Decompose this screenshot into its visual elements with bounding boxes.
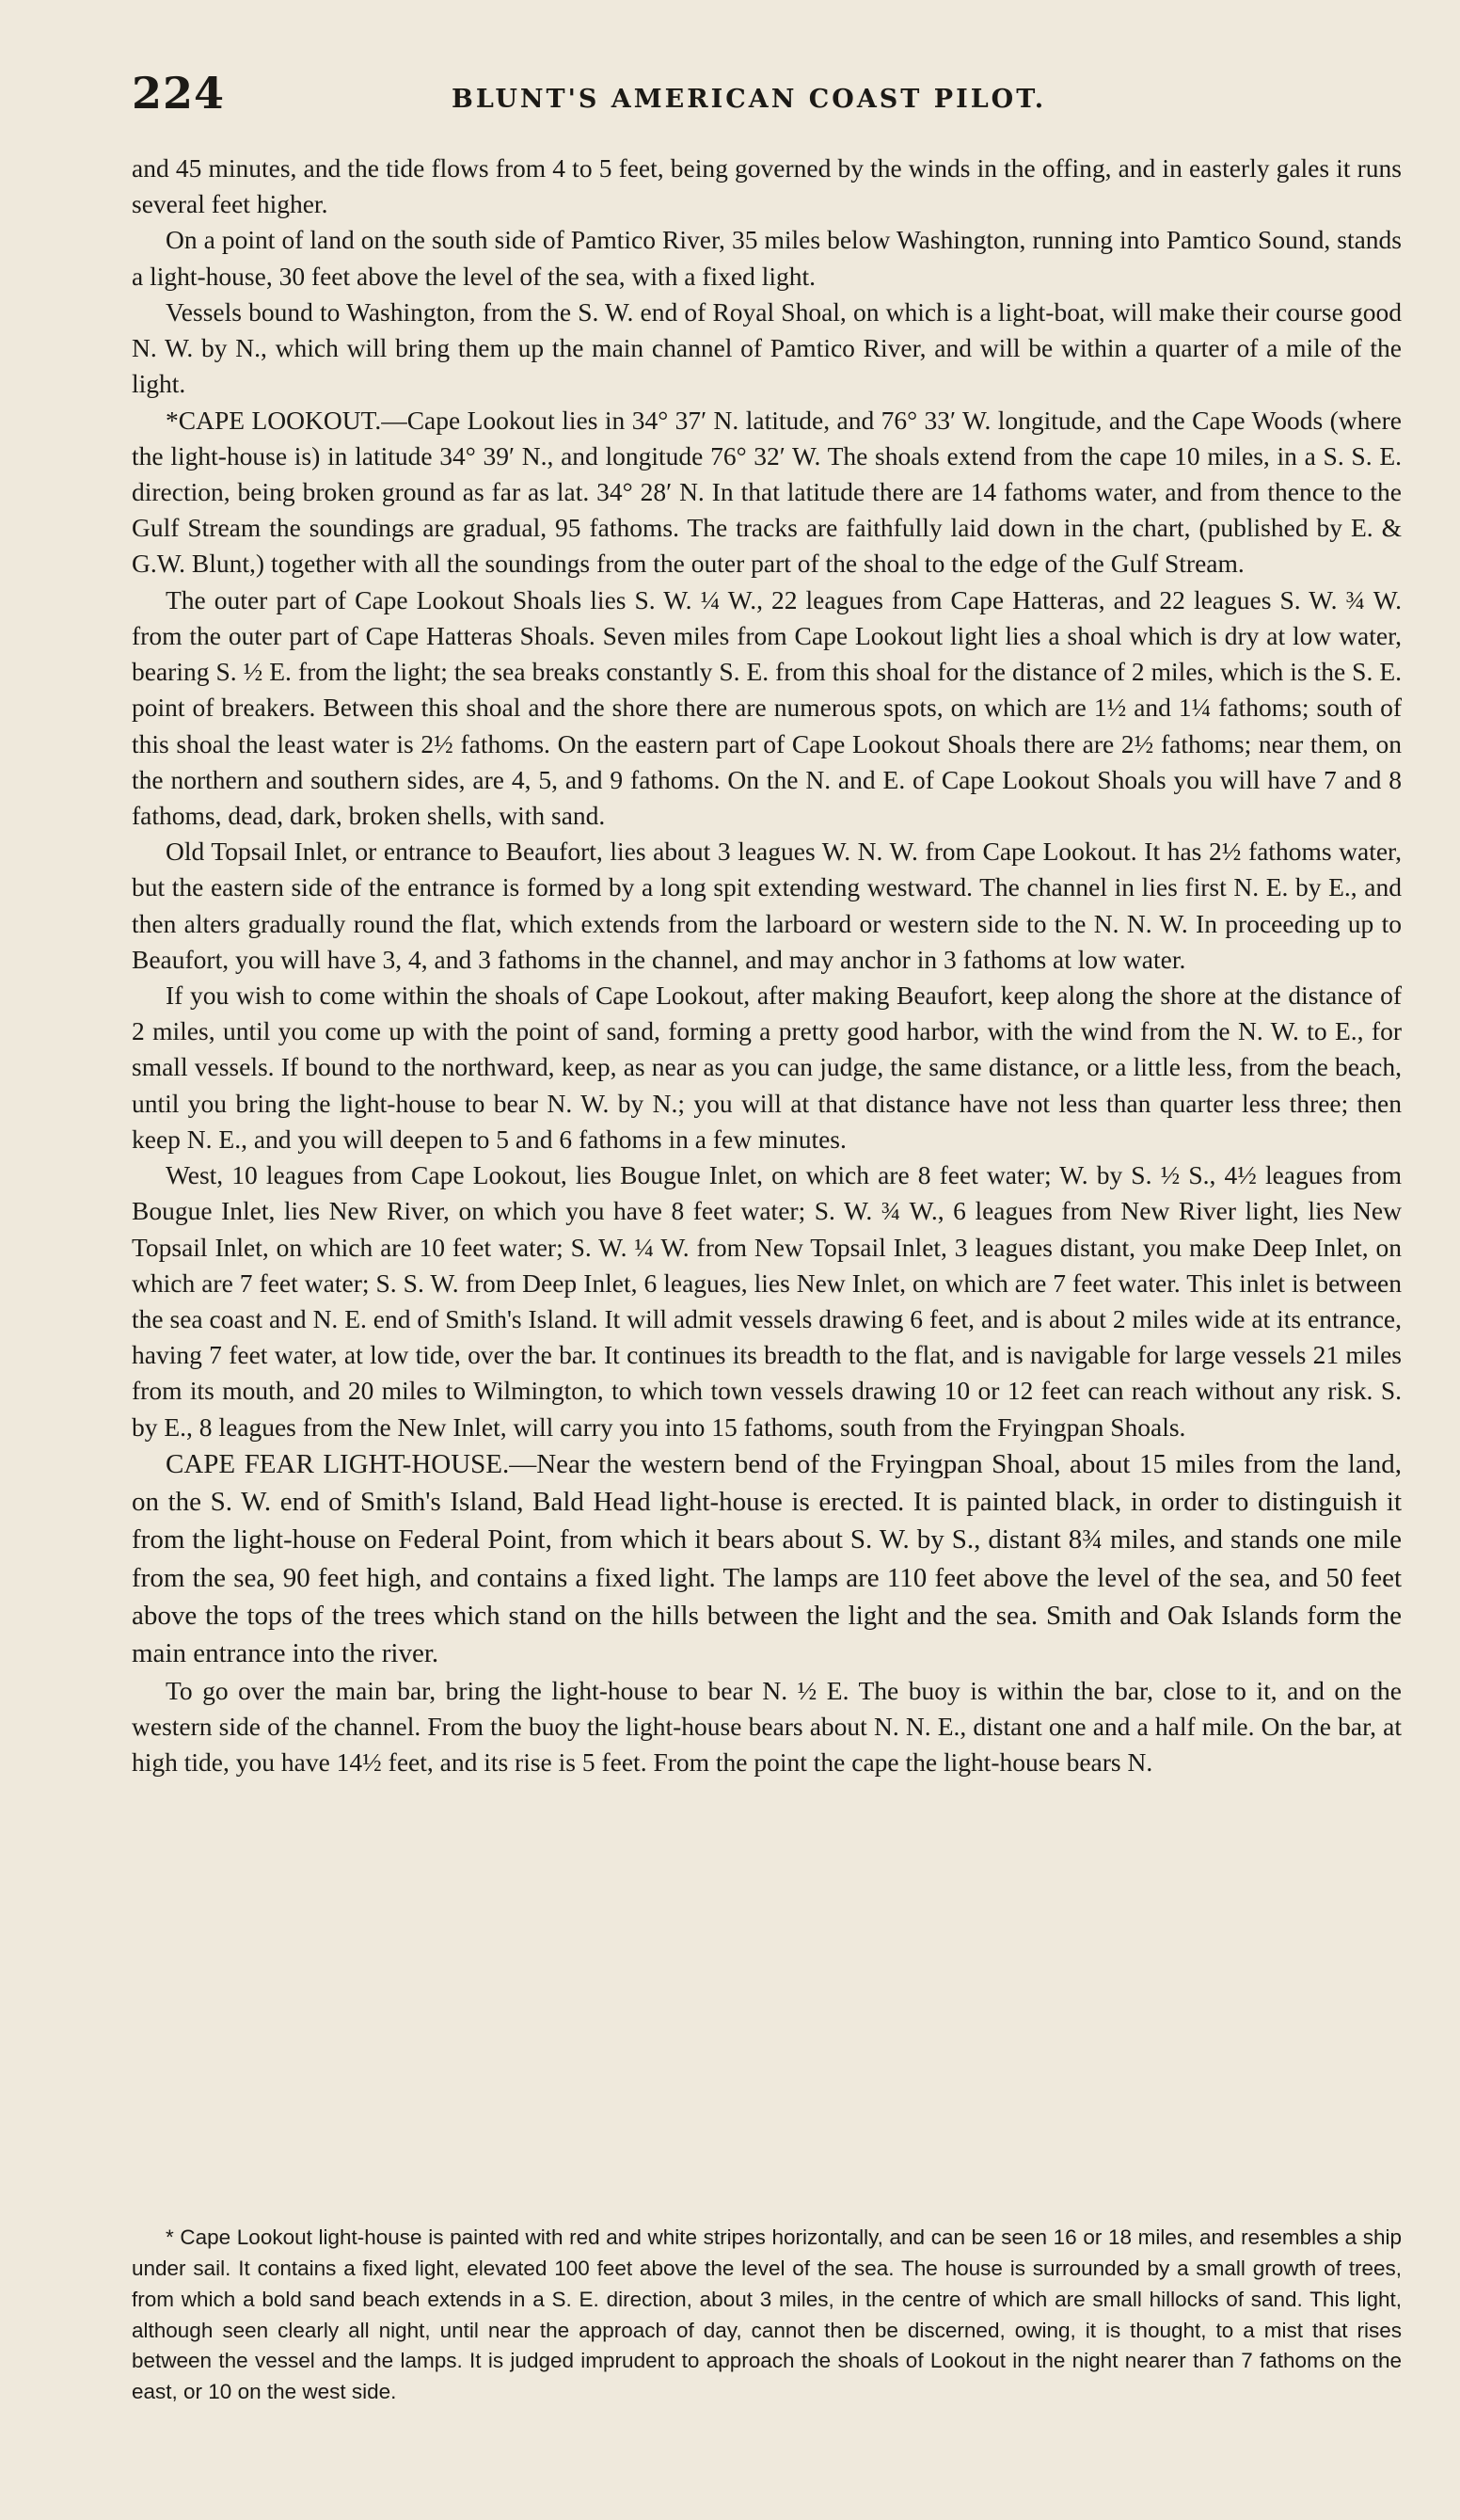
- paragraph-old-topsail-inlet: Old Topsail Inlet, or entrance to Beaufort, lies about 3 leagues W. N. W. from Cape Lookout. It has 2½ fathoms water, but the eastern side of the entrance is formed by a long spit extending westward. The channel in lies first N. E. by E., and then alters gradually round the flat, which extends from the larboard or western side to the N. N. W. In proceeding up to Beaufort, you will have 3, 4, and 3 fathoms in the channel, and may anchor in 3 fathoms at low water.: [132, 837, 1402, 974]
- paragraph-bougue-inlet: West, 10 leagues from Cape Lookout, lies Bougue Inlet, on which are 8 feet water; W. by S. ½ S., 4½ leagues from Bougue Inlet, lies New River, on which you have 8 feet water; S. W. ¾ W., 6 leagues from New River light, lies New Topsail Inlet, on which are 10 feet water; S. W. ¼ W. from New Topsail Inlet, 3 leagues distant, you make Deep Inlet, on which are 7 feet water; S. S. W. from Deep Inlet, 6 leagues, lies New Inlet, on which are 7 feet water. This inlet is between the sea coast and N. E. end of Smith's Island. It will admit vessels drawing 6 feet, and is about 2 miles wide at its entrance, having 7 feet water, at low tide, over the bar. It continues its breadth to the flat, and is navigable for large vessels 21 miles from its mouth, and 20 miles to Wilmington, to which town vessels drawing 10 or 12 feet can reach without any risk. S. by E., 8 leagues from the New Inlet, will carry you into 15 fathoms, south from the Fryingpan Shoals.: [132, 1160, 1402, 1442]
- paragraph-pamtico-lighthouse: On a point of land on the south side of Pamtico River, 35 miles below Washington, running into Pamtico Sound, stands a light-house, 30 feet above the level of the sea, with a fixed light.: [132, 225, 1402, 291]
- running-title: BLUNT'S AMERICAN COAST PILOT.: [452, 85, 1047, 114]
- page-header: [132, 68, 1402, 124]
- paragraph-washington-course: Vessels bound to Washington, from the S. W. end of Royal Shoal, on which is a light-boat, will make their course good N. W. by N., which will bring them up the main channel of Pamtico River, and will be within a quarter of a mile of the light.: [132, 296, 1402, 399]
- paragraph-within-shoals: If you wish to come within the shoals of Cape Lookout, after making Beaufort, keep along the shore at the distance of 2 miles, until you come up with the point of sand, forming a pretty good harbor, with the wind from the N. W. to E., for small vessels. If bound to the northward, keep, as near as you can judge, the same distance, or a little less, from the beach, until you bring the light-house to bear N. W. by N.; you will at that distance have not less than quarter less three; then keep N. E., and you will deepen to 5 and 6 fathoms in a few minutes.: [132, 981, 1402, 1154]
- paragraph-cape-lookout: *CAPE LOOKOUT.—Cape Lookout lies in 34° 37′ N. latitude, and 76° 33′ W. longitude, and the Cape Woods (where the light-house is) in latitude 34° 39′ N., and longitude 76° 32′ W. The shoals extend from the cape 10 miles, in a S. S. E. direction, being broken ground as far as lat. 34° 28′ N. In that latitude there are 14 fathoms water, and from thence to the Gulf Stream the soundings are gradual, 95 fathoms. The tracks are faithfully laid down in the chart, (published by E. & G.W. Blunt,) together with all the soundings from the outer part of the shoal to the edge of the Gulf Stream.: [132, 405, 1402, 579]
- paragraph-cape-fear-lighthouse: CAPE FEAR LIGHT-HOUSE.—Near the western bend of the Fryingpan Shoal, about 15 miles from the land, on the S. W. end of Smith's Island, Bald Head light-house is erected. It is painted black, in order to distinguish it from the light-house on Federal Point, from which it bears about S. W. by S., distant 8¾ miles, and stands one mile from the sea, 90 feet high, and contains a fixed light. The lamps are 110 feet above the level of the sea, and 50 feet above the tops of the trees which stand on the hills between the light and the sea. Smith and Oak Islands form the main entrance into the river.: [132, 1448, 1402, 1669]
- paragraph-tide-flow: and 45 minutes, and the tide flows from 4 to 5 feet, being governed by the winds in the offing, and in easterly gales it runs several feet higher.: [132, 153, 1402, 219]
- paragraph-lookout-shoals: The outer part of Cape Lookout Shoals lies S. W. ¼ W., 22 leagues from Cape Hatteras, and 22 leagues S. W. ¾ W. from the outer part of Cape Hatteras Shoals. Seven miles from Cape Lookout light lies a shoal which is dry at low water, bearing S. ½ E. from the light; the sea breaks constantly S. E. from this shoal for the distance of 2 miles, which is the S. E. point of breakers. Between this shoal and the shore there are numerous spots, on which are 1½ and 1¼ fathoms; south of this shoal the least water is 2½ fathoms. On the eastern part of Cape Lookout Shoals there are 2½ fathoms; near them, on the northern and southern sides, are 4, 5, and 9 fathoms. On the N. and E. of Cape Lookout Shoals you will have 7 and 8 fathoms, dead, dark, broken shells, with sand.: [132, 584, 1402, 830]
- footnote-text: * Cape Lookout light-house is painted with red and white stripes horizontally, and can be seen 16 or 18 miles, and resembles a ship under sail. It contains a fixed light, elevated 100 feet above the level of the sea. The house is surrounded by a small growth of trees, from which a bold sand beach extends in a S. E. direction, about 3 miles, in the centre of which are small hillocks of sand. This light, although seen clearly all night, until near the approach of day, cannot then be discerned, owing, it is thought, to a mist that rises between the vessel and the lamps. It is judged imprudent to approach the shoals of Lookout in the night nearer than 7 fathoms on the east, or 10 on the west side.: [132, 2225, 1402, 2404]
- body-text: [132, 151, 1402, 1780]
- footnote: [132, 2223, 1402, 2408]
- paragraph-main-bar: To go over the main bar, bring the light-house to bear N. ½ E. The buoy is within the bar, close to it, and on the western side of the channel. From the buoy the light-house bears about N. N. E., distant one and a half mile. On the bar, at high tide, you have 14½ feet, and its rise is 5 feet. From the point the cape the light-house bears N.: [132, 1675, 1402, 1778]
- page-number: 224: [132, 68, 226, 119]
